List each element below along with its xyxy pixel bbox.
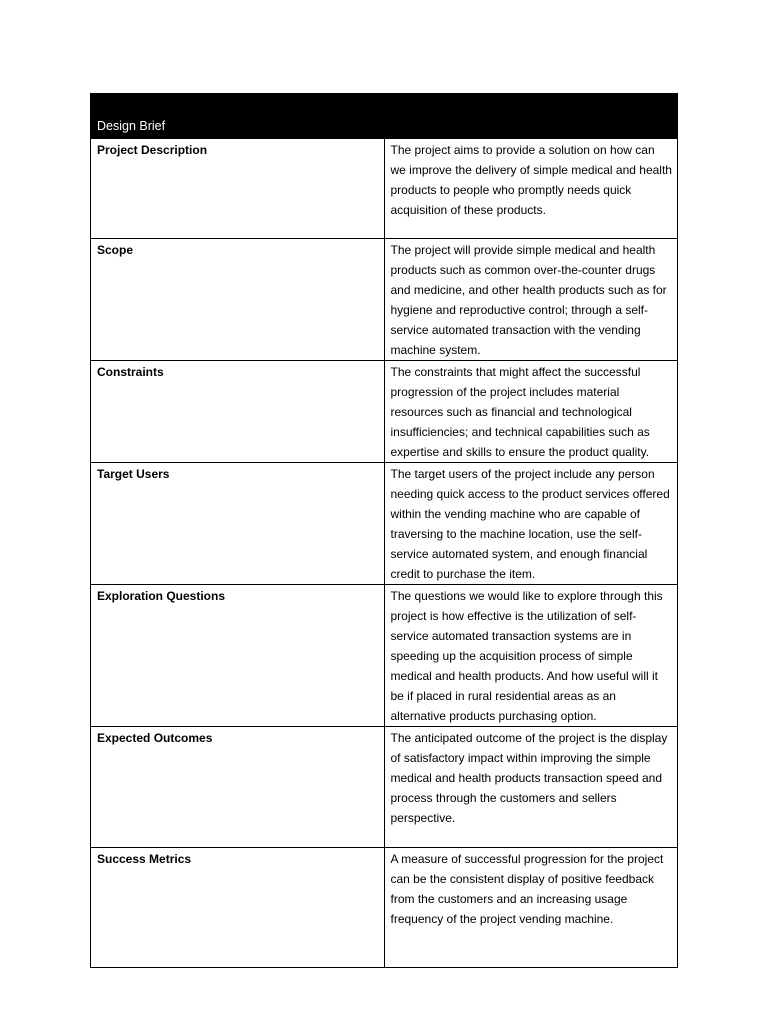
header-row <box>91 94 678 139</box>
row-description: The target users of the project include any person needing quick access to the product services offered within the vending machine who are capable of traversing to the machine location, use the self-service automated system, and enough financial credit to purchase the item. <box>384 463 678 585</box>
row-label: Scope <box>91 239 385 361</box>
table-row <box>91 239 678 361</box>
table-row <box>91 463 678 585</box>
row-label: Expected Outcomes <box>91 727 385 848</box>
row-description: The anticipated outcome of the project is the display of satisfactory impact within improving the simple medical and health products transaction speed and process through the customers and sellers perspective. <box>384 727 678 848</box>
row-label: Project Description <box>91 139 385 239</box>
row-description: The project aims to provide a solution on how can we improve the delivery of simple medical and health products to people who promptly needs quick acquisition of these products. <box>384 139 678 239</box>
row-label: Exploration Questions <box>91 585 385 727</box>
table-row <box>91 848 678 968</box>
table-row <box>91 139 678 239</box>
row-label: Constraints <box>91 361 385 463</box>
row-description: A measure of successful progression for the project can be the consistent display of positive feedback from the customers and an increasing usage frequency of the project vending machine. <box>384 848 678 968</box>
design-brief-title: Design Brief <box>91 94 678 139</box>
row-label: Success Metrics <box>91 848 385 968</box>
table-row <box>91 727 678 848</box>
row-description: The questions we would like to explore through this project is how effective is the utilization of self-service automated transaction systems are in speeding up the acquisition process of simple medical and health products. And how useful will it be if placed in rural residential areas as an alternative products purchasing option. <box>384 585 678 727</box>
design-brief-table <box>90 93 678 968</box>
table-row <box>91 585 678 727</box>
table-row <box>91 361 678 463</box>
row-description: The constraints that might affect the successful progression of the project includes material resources such as financial and technological insufficiencies; and technical capabilities such as expertise and skills to ensure the product quality. <box>384 361 678 463</box>
row-description: The project will provide simple medical and health products such as common over-the-counter drugs and medicine, and other health products such as for hygiene and reproductive control; through a self-service automated transaction with the vending machine system. <box>384 239 678 361</box>
row-label: Target Users <box>91 463 385 585</box>
